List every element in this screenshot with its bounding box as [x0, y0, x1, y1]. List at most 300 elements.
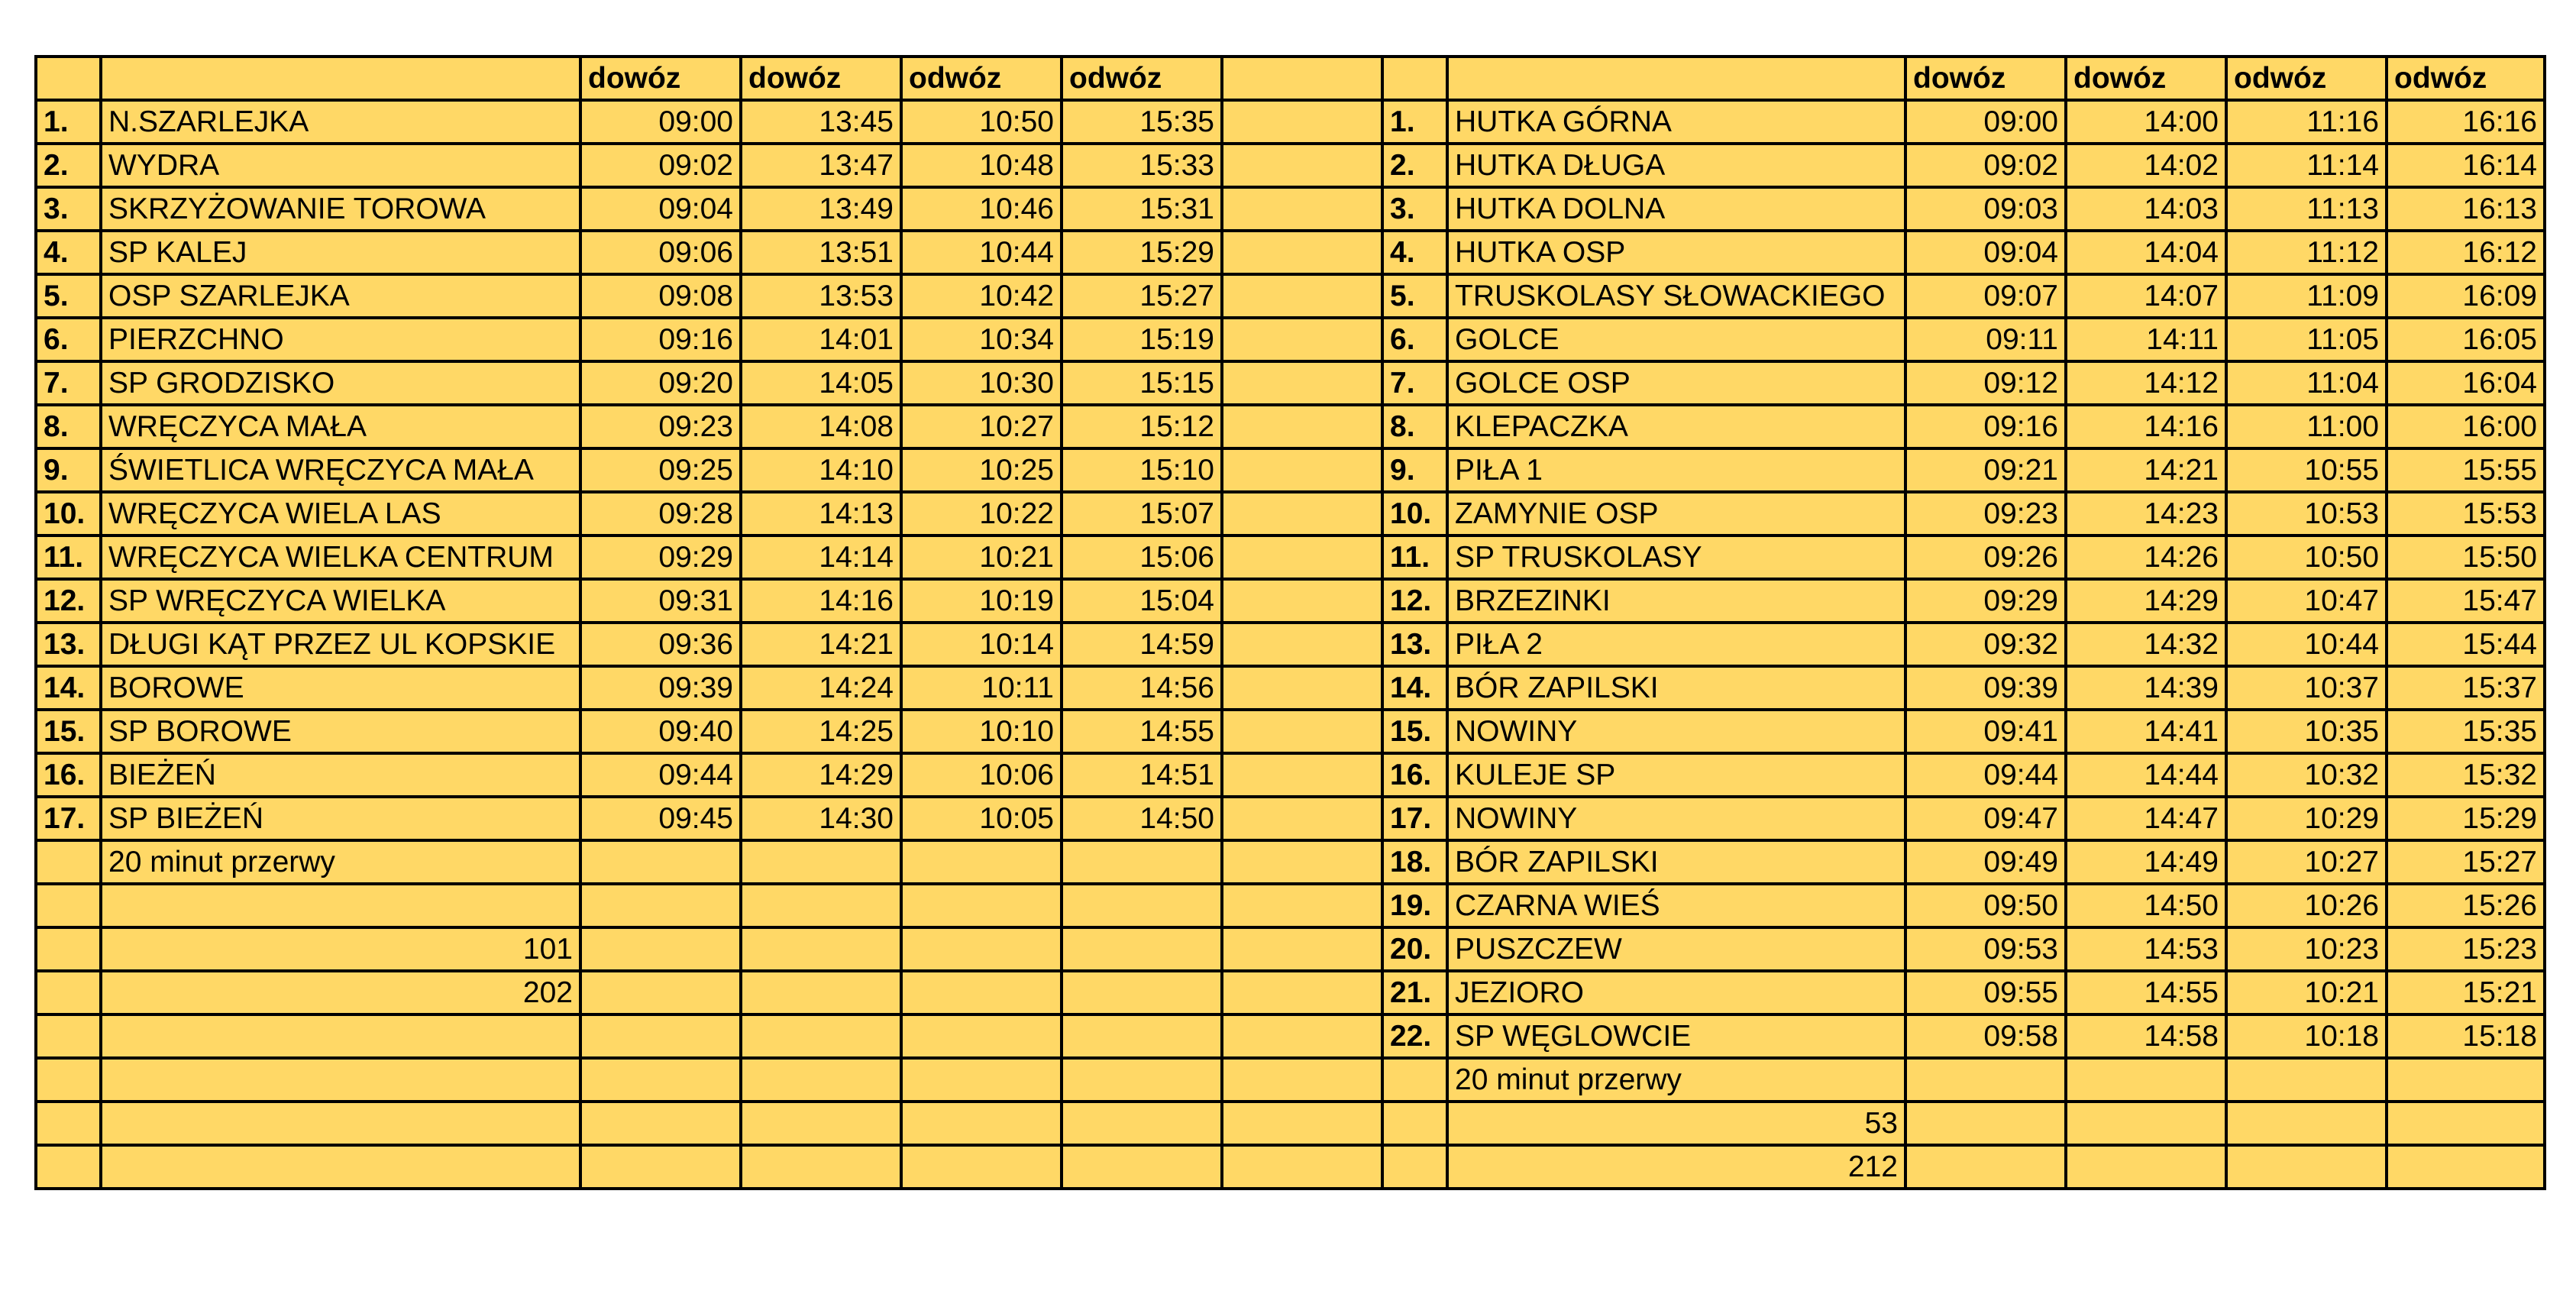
stop-name: WRĘCZYCA MAŁA [101, 405, 580, 448]
time-cell: 14:12 [2066, 361, 2226, 405]
time-cell: 09:44 [1905, 753, 2066, 797]
timetable-body [36, 57, 2545, 1189]
time-cell: 09:04 [580, 187, 741, 231]
time-cell: 10:18 [2226, 1014, 2387, 1058]
stop-name: SP GRODZISKO [101, 361, 580, 405]
time-cell: 09:00 [1905, 100, 2066, 144]
time-cell: 09:20 [580, 361, 741, 405]
table-row [36, 448, 2545, 492]
time-cell: 15:31 [1062, 187, 1222, 231]
time-cell: 09:04 [1905, 231, 2066, 274]
table-row [36, 144, 2545, 187]
stop-name: WYDRA [101, 144, 580, 187]
time-cell: 14:49 [2066, 840, 2226, 884]
time-cell: 15:27 [2387, 840, 2545, 884]
time-cell: 14:25 [741, 710, 901, 753]
spacer-cell [1222, 405, 1382, 448]
time-cell: 14:39 [2066, 666, 2226, 710]
time-cell: 09:28 [580, 492, 741, 535]
spacer-cell [1222, 666, 1382, 710]
time-cell [901, 1014, 1062, 1058]
row-number [36, 1145, 101, 1189]
stop-name: HUTKA DŁUGA [1447, 144, 1905, 187]
time-cell: 14:07 [2066, 274, 2226, 318]
time-cell [2226, 1058, 2387, 1102]
time-cell [1062, 1145, 1222, 1189]
row-number: 1. [36, 100, 101, 144]
time-cell: 14:44 [2066, 753, 2226, 797]
time-cell [580, 840, 741, 884]
time-cell: 14:26 [2066, 535, 2226, 579]
time-cell: 11:12 [2226, 231, 2387, 274]
row-number: 16. [36, 753, 101, 797]
stop-name: SKRZYŻOWANIE TOROWA [101, 187, 580, 231]
stop-name: 20 minut przerwy [1447, 1058, 1905, 1102]
time-cell: 15:21 [2387, 971, 2545, 1014]
row-number: 13. [36, 623, 101, 666]
row-number: 7. [1382, 361, 1447, 405]
time-cell: 15:32 [2387, 753, 2545, 797]
time-cell: 15:35 [1062, 100, 1222, 144]
row-number: 14. [36, 666, 101, 710]
spacer-cell [1222, 187, 1382, 231]
spacer-cell [1222, 361, 1382, 405]
spacer-cell [1222, 535, 1382, 579]
time-cell: 10:53 [2226, 492, 2387, 535]
row-number [36, 1102, 101, 1145]
table-row [36, 100, 2545, 144]
stop-name: NOWINY [1447, 797, 1905, 840]
stop-name: HUTKA DOLNA [1447, 187, 1905, 231]
row-number [36, 884, 101, 927]
time-cell [580, 971, 741, 1014]
spacer-cell [1222, 231, 1382, 274]
time-cell [1062, 1014, 1222, 1058]
row-number: 13. [1382, 623, 1447, 666]
time-cell: 16:16 [2387, 100, 2545, 144]
row-number [1382, 1102, 1447, 1145]
time-cell [741, 840, 901, 884]
time-cell: 13:47 [741, 144, 901, 187]
time-cell: 09:11 [1905, 318, 2066, 361]
time-cell: 10:32 [2226, 753, 2387, 797]
header-cell [1222, 57, 1382, 100]
time-cell: 10:14 [901, 623, 1062, 666]
stop-name: BRZEZINKI [1447, 579, 1905, 623]
time-cell: 15:26 [2387, 884, 2545, 927]
time-cell [741, 927, 901, 971]
table-row [36, 1058, 2545, 1102]
stop-name: BOROWE [101, 666, 580, 710]
time-cell: 09:58 [1905, 1014, 2066, 1058]
time-cell: 09:49 [1905, 840, 2066, 884]
time-cell: 16:13 [2387, 187, 2545, 231]
time-cell [580, 1102, 741, 1145]
table-row [36, 753, 2545, 797]
time-cell: 11:09 [2226, 274, 2387, 318]
row-number: 19. [1382, 884, 1447, 927]
row-number [1382, 1058, 1447, 1102]
time-cell: 09:53 [1905, 927, 2066, 971]
time-cell: 10:35 [2226, 710, 2387, 753]
time-cell: 15:37 [2387, 666, 2545, 710]
spacer-cell [1222, 318, 1382, 361]
time-cell: 14:04 [2066, 231, 2226, 274]
time-cell: 14:41 [2066, 710, 2226, 753]
stop-name: OSP SZARLEJKA [101, 274, 580, 318]
time-cell [1062, 971, 1222, 1014]
row-number [36, 840, 101, 884]
time-cell [2387, 1058, 2545, 1102]
row-number: 12. [36, 579, 101, 623]
time-cell: 09:45 [580, 797, 741, 840]
table-row [36, 884, 2545, 927]
time-cell: 14:53 [2066, 927, 2226, 971]
time-cell [2066, 1058, 2226, 1102]
time-cell: 14:29 [741, 753, 901, 797]
time-cell [901, 1145, 1062, 1189]
stop-name [101, 1145, 580, 1189]
row-number: 10. [36, 492, 101, 535]
row-number: 6. [36, 318, 101, 361]
table-row [36, 231, 2545, 274]
time-cell [1062, 927, 1222, 971]
stop-name [101, 1058, 580, 1102]
time-cell: 10:44 [901, 231, 1062, 274]
time-cell: 15:10 [1062, 448, 1222, 492]
time-cell [901, 927, 1062, 971]
time-cell: 15:55 [2387, 448, 2545, 492]
time-cell: 14:16 [2066, 405, 2226, 448]
time-cell [901, 1102, 1062, 1145]
stop-name: CZARNA WIEŚ [1447, 884, 1905, 927]
row-number: 11. [1382, 535, 1447, 579]
time-cell: 15:35 [2387, 710, 2545, 753]
header-cell: odwóz [2387, 57, 2545, 100]
row-number: 9. [36, 448, 101, 492]
time-cell: 14:50 [1062, 797, 1222, 840]
time-cell: 09:55 [1905, 971, 2066, 1014]
time-cell: 14:50 [2066, 884, 2226, 927]
spacer-cell [1222, 579, 1382, 623]
time-cell: 09:39 [1905, 666, 2066, 710]
header-cell: dowóz [1905, 57, 2066, 100]
time-cell: 15:50 [2387, 535, 2545, 579]
time-cell: 10:21 [2226, 971, 2387, 1014]
time-cell [1062, 1102, 1222, 1145]
row-number: 7. [36, 361, 101, 405]
stop-name: ŚWIETLICA WRĘCZYCA MAŁA [101, 448, 580, 492]
time-cell [741, 884, 901, 927]
time-cell [1905, 1102, 2066, 1145]
row-number: 9. [1382, 448, 1447, 492]
time-cell: 16:05 [2387, 318, 2545, 361]
time-cell: 10:11 [901, 666, 1062, 710]
time-cell [741, 1058, 901, 1102]
table-row [36, 535, 2545, 579]
row-number: 8. [1382, 405, 1447, 448]
header-cell [101, 57, 580, 100]
time-cell: 15:47 [2387, 579, 2545, 623]
spacer-cell [1222, 100, 1382, 144]
spacer-cell [1222, 797, 1382, 840]
time-cell: 09:31 [580, 579, 741, 623]
time-cell: 15:19 [1062, 318, 1222, 361]
time-cell: 14:32 [2066, 623, 2226, 666]
time-cell: 14:03 [2066, 187, 2226, 231]
time-cell [2387, 1145, 2545, 1189]
table-row [36, 405, 2545, 448]
time-cell: 15:33 [1062, 144, 1222, 187]
time-cell: 09:21 [1905, 448, 2066, 492]
time-cell: 09:03 [1905, 187, 2066, 231]
time-cell: 16:00 [2387, 405, 2545, 448]
time-cell [580, 1014, 741, 1058]
time-cell: 11:00 [2226, 405, 2387, 448]
table-row [36, 1102, 2545, 1145]
table-row [36, 318, 2545, 361]
time-cell: 14:30 [741, 797, 901, 840]
time-cell [1905, 1058, 2066, 1102]
header-cell [1447, 57, 1905, 100]
time-cell: 15:18 [2387, 1014, 2545, 1058]
time-cell: 11:04 [2226, 361, 2387, 405]
time-cell: 14:51 [1062, 753, 1222, 797]
time-cell: 09:40 [580, 710, 741, 753]
spacer-cell [1222, 971, 1382, 1014]
stop-name: 101 [101, 927, 580, 971]
spacer-cell [1222, 1058, 1382, 1102]
row-number: 3. [1382, 187, 1447, 231]
table-row [36, 927, 2545, 971]
time-cell: 09:25 [580, 448, 741, 492]
spacer-cell [1222, 1014, 1382, 1058]
time-cell: 10:48 [901, 144, 1062, 187]
time-cell: 15:15 [1062, 361, 1222, 405]
row-number: 2. [36, 144, 101, 187]
stop-name: DŁUGI KĄT PRZEZ UL KOPSKIE [101, 623, 580, 666]
time-cell [1062, 1058, 1222, 1102]
table-row [36, 623, 2545, 666]
time-cell [901, 971, 1062, 1014]
time-cell: 09:02 [1905, 144, 2066, 187]
time-cell: 10:50 [901, 100, 1062, 144]
spacer-cell [1222, 448, 1382, 492]
time-cell [580, 1145, 741, 1189]
table-row [36, 710, 2545, 753]
stop-name: TRUSKOLASY SŁOWACKIEGO [1447, 274, 1905, 318]
table-row [36, 1014, 2545, 1058]
stop-name [101, 1014, 580, 1058]
row-number: 21. [1382, 971, 1447, 1014]
time-cell: 09:16 [580, 318, 741, 361]
row-number [36, 971, 101, 1014]
stop-name: ZAMYNIE OSP [1447, 492, 1905, 535]
time-cell: 14:59 [1062, 623, 1222, 666]
time-cell: 15:06 [1062, 535, 1222, 579]
time-cell: 09:23 [1905, 492, 2066, 535]
time-cell [741, 1145, 901, 1189]
time-cell [1062, 840, 1222, 884]
time-cell: 09:16 [1905, 405, 2066, 448]
stop-name: KLEPACZKA [1447, 405, 1905, 448]
time-cell [2226, 1145, 2387, 1189]
spacer-cell [1222, 274, 1382, 318]
time-cell: 10:29 [2226, 797, 2387, 840]
row-number: 4. [1382, 231, 1447, 274]
time-cell: 14:16 [741, 579, 901, 623]
row-number [1382, 1145, 1447, 1189]
row-number: 4. [36, 231, 101, 274]
time-cell: 15:04 [1062, 579, 1222, 623]
time-cell: 11:16 [2226, 100, 2387, 144]
time-cell [1062, 884, 1222, 927]
table-row [36, 1145, 2545, 1189]
header-cell: odwóz [901, 57, 1062, 100]
spacer-cell [1222, 144, 1382, 187]
time-cell: 15:44 [2387, 623, 2545, 666]
time-cell: 14:00 [2066, 100, 2226, 144]
row-number: 15. [36, 710, 101, 753]
time-cell: 14:05 [741, 361, 901, 405]
table-row [36, 361, 2545, 405]
time-cell: 10:50 [2226, 535, 2387, 579]
time-cell: 09:02 [580, 144, 741, 187]
row-number: 6. [1382, 318, 1447, 361]
row-number: 11. [36, 535, 101, 579]
time-cell [741, 971, 901, 1014]
stop-name: SP BOROWE [101, 710, 580, 753]
stop-name: GOLCE [1447, 318, 1905, 361]
stop-name: BIEŻEŃ [101, 753, 580, 797]
time-cell [2226, 1102, 2387, 1145]
time-cell: 14:21 [2066, 448, 2226, 492]
time-cell [901, 840, 1062, 884]
row-number: 1. [1382, 100, 1447, 144]
time-cell [741, 1102, 901, 1145]
time-cell: 14:13 [741, 492, 901, 535]
time-cell [2066, 1145, 2226, 1189]
time-cell: 10:26 [2226, 884, 2387, 927]
row-number [36, 927, 101, 971]
row-number: 14. [1382, 666, 1447, 710]
time-cell: 09:00 [580, 100, 741, 144]
time-cell: 09:26 [1905, 535, 2066, 579]
stop-name: SP WĘGLOWCIE [1447, 1014, 1905, 1058]
stop-name: SP KALEJ [101, 231, 580, 274]
row-number: 8. [36, 405, 101, 448]
row-number: 15. [1382, 710, 1447, 753]
stop-name: PUSZCZEW [1447, 927, 1905, 971]
time-cell: 09:06 [580, 231, 741, 274]
time-cell: 14:21 [741, 623, 901, 666]
time-cell: 09:32 [1905, 623, 2066, 666]
time-cell: 14:47 [2066, 797, 2226, 840]
time-cell [901, 1058, 1062, 1102]
row-number: 12. [1382, 579, 1447, 623]
stop-name: N.SZARLEJKA [101, 100, 580, 144]
time-cell: 16:09 [2387, 274, 2545, 318]
header-row [36, 57, 2545, 100]
header-cell: odwóz [1062, 57, 1222, 100]
time-cell [2066, 1102, 2226, 1145]
time-cell: 14:58 [2066, 1014, 2226, 1058]
time-cell: 15:23 [2387, 927, 2545, 971]
time-cell: 10:27 [901, 405, 1062, 448]
time-cell: 09:12 [1905, 361, 2066, 405]
stop-name: SP BIEŻEŃ [101, 797, 580, 840]
stop-name [101, 884, 580, 927]
time-cell: 10:37 [2226, 666, 2387, 710]
row-number: 5. [36, 274, 101, 318]
header-cell [36, 57, 101, 100]
row-number [36, 1014, 101, 1058]
time-cell: 09:50 [1905, 884, 2066, 927]
time-cell: 10:42 [901, 274, 1062, 318]
stop-name: 20 minut przerwy [101, 840, 580, 884]
spacer-cell [1222, 1102, 1382, 1145]
time-cell: 09:29 [580, 535, 741, 579]
spacer-cell [1222, 840, 1382, 884]
row-number: 18. [1382, 840, 1447, 884]
time-cell: 15:29 [1062, 231, 1222, 274]
time-cell: 16:12 [2387, 231, 2545, 274]
time-cell: 14:10 [741, 448, 901, 492]
row-number: 5. [1382, 274, 1447, 318]
time-cell: 09:39 [580, 666, 741, 710]
table-row [36, 492, 2545, 535]
stop-name: SP WRĘCZYCA WIELKA [101, 579, 580, 623]
row-number: 16. [1382, 753, 1447, 797]
time-cell: 10:25 [901, 448, 1062, 492]
stop-name: WRĘCZYCA WIELA LAS [101, 492, 580, 535]
time-cell: 10:47 [2226, 579, 2387, 623]
row-number: 17. [1382, 797, 1447, 840]
time-cell: 14:11 [2066, 318, 2226, 361]
stop-name: PIERZCHNO [101, 318, 580, 361]
time-cell: 11:14 [2226, 144, 2387, 187]
stop-name: 202 [101, 971, 580, 1014]
time-cell: 14:14 [741, 535, 901, 579]
header-cell: dowóz [2066, 57, 2226, 100]
row-number: 10. [1382, 492, 1447, 535]
timetable-sheet [34, 55, 2546, 1190]
table-row [36, 971, 2545, 1014]
header-cell: dowóz [580, 57, 741, 100]
time-cell: 14:08 [741, 405, 901, 448]
row-number: 20. [1382, 927, 1447, 971]
row-number [36, 1058, 101, 1102]
row-number: 17. [36, 797, 101, 840]
spacer-cell [1222, 492, 1382, 535]
stop-name: BÓR ZAPILSKI [1447, 666, 1905, 710]
time-cell: 09:44 [580, 753, 741, 797]
time-cell: 10:46 [901, 187, 1062, 231]
time-cell: 10:22 [901, 492, 1062, 535]
time-cell: 10:23 [2226, 927, 2387, 971]
time-cell [2387, 1102, 2545, 1145]
time-cell: 10:27 [2226, 840, 2387, 884]
time-cell: 10:06 [901, 753, 1062, 797]
stop-name: KULEJE SP [1447, 753, 1905, 797]
row-number: 3. [36, 187, 101, 231]
time-cell [580, 1058, 741, 1102]
spacer-cell [1222, 1145, 1382, 1189]
table-row [36, 274, 2545, 318]
time-cell [580, 927, 741, 971]
time-cell: 16:14 [2387, 144, 2545, 187]
stop-name: PIŁA 2 [1447, 623, 1905, 666]
